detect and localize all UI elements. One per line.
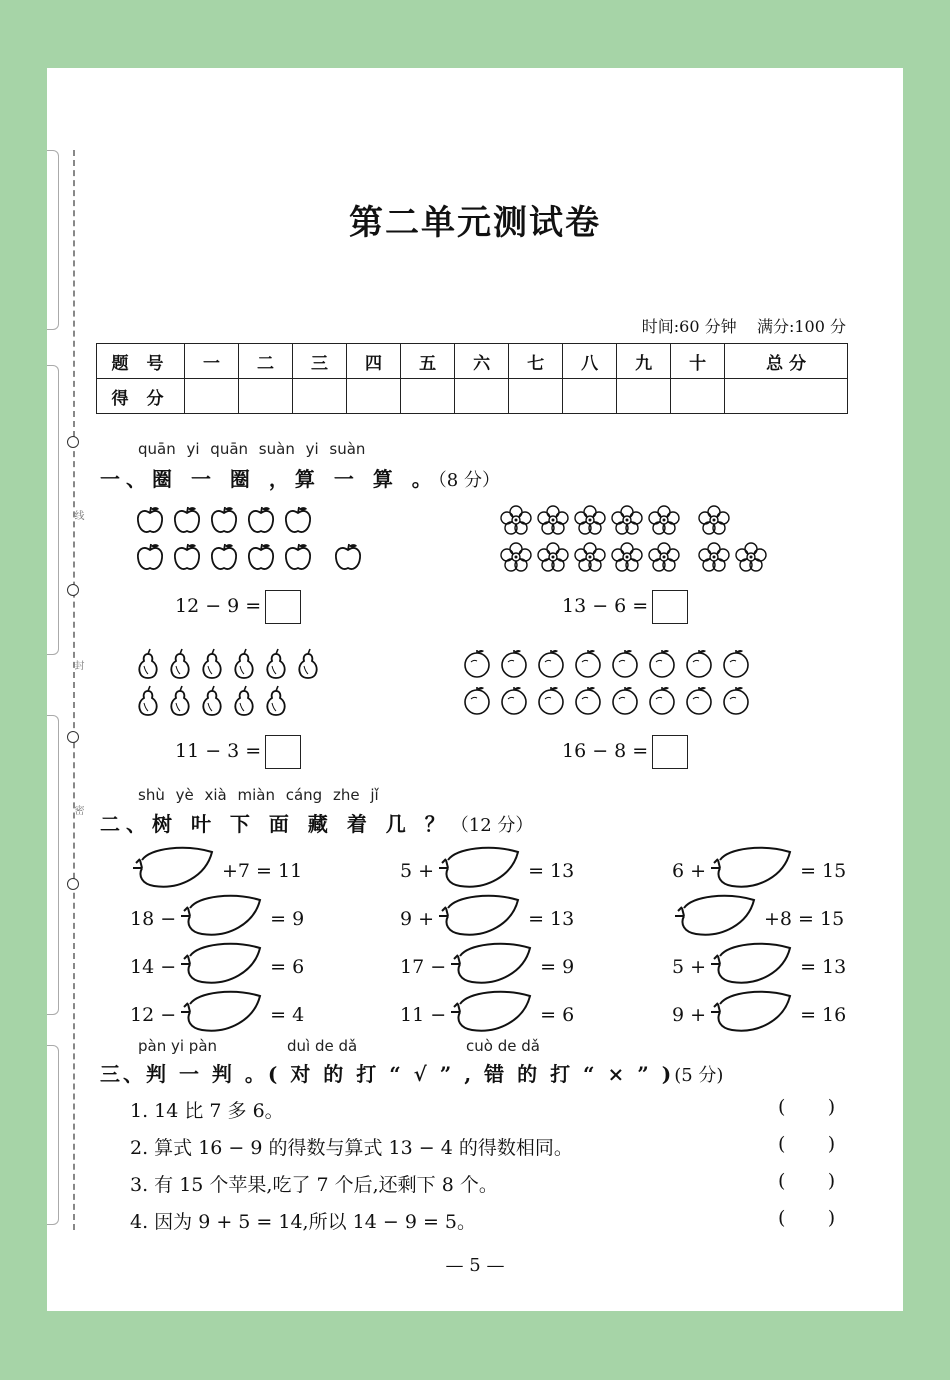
flower-icon[interactable] bbox=[500, 505, 532, 535]
answer-paren-3[interactable]: ( ) bbox=[778, 1170, 836, 1192]
peach-icon[interactable] bbox=[573, 648, 603, 678]
equation-prefix: 5 + bbox=[672, 955, 707, 978]
binding-hole bbox=[67, 584, 79, 596]
binding-hole bbox=[67, 436, 79, 448]
section1-equation-3 bbox=[175, 735, 301, 769]
score-table-column: 四 bbox=[347, 344, 401, 379]
score-row-label: 得 分 bbox=[97, 379, 185, 414]
peach-icon[interactable] bbox=[647, 648, 677, 678]
score-cell[interactable] bbox=[239, 379, 293, 414]
flower-icon[interactable] bbox=[698, 542, 730, 572]
leaf-icon[interactable] bbox=[130, 846, 216, 895]
peach-icon[interactable] bbox=[610, 685, 640, 715]
leaf-equation bbox=[400, 894, 574, 943]
binding-hole bbox=[67, 731, 79, 743]
score-cell[interactable] bbox=[455, 379, 509, 414]
flower-icon[interactable] bbox=[574, 542, 606, 572]
score-table-column: 七 bbox=[509, 344, 563, 379]
section2-title bbox=[100, 808, 533, 837]
flower-icon[interactable] bbox=[574, 505, 606, 535]
score-table-column: 二 bbox=[239, 344, 293, 379]
equation-suffix: = 16 bbox=[800, 1003, 847, 1026]
equation-text: 13 − 6 = bbox=[562, 595, 649, 617]
equation-prefix: 12 − bbox=[130, 1003, 177, 1026]
flower-icon[interactable] bbox=[648, 542, 680, 572]
leaf-equation bbox=[130, 942, 304, 991]
equation-prefix: 9 + bbox=[400, 907, 435, 930]
section1-title bbox=[100, 463, 500, 492]
apple-icon[interactable] bbox=[135, 505, 165, 535]
equation-suffix: = 6 bbox=[270, 955, 305, 978]
section2-title-text: 二、树 叶 下 面 藏 着 几 ？ bbox=[100, 812, 451, 836]
peach-icon[interactable] bbox=[610, 648, 640, 678]
leaf-icon[interactable] bbox=[708, 846, 794, 895]
leaf-equation bbox=[400, 990, 574, 1039]
pear-icon[interactable] bbox=[135, 685, 161, 717]
side-label-secret: 密 bbox=[72, 805, 83, 815]
pear-icon[interactable] bbox=[231, 685, 257, 717]
section1-pinyin: quān yi quān suàn yi suàn bbox=[138, 440, 366, 458]
time-limit: 时间:60 分钟 bbox=[641, 317, 737, 336]
equation-suffix: = 15 bbox=[800, 859, 847, 882]
flower-icon[interactable] bbox=[648, 505, 680, 535]
section1-points: （8 分） bbox=[437, 470, 500, 491]
judge-item-2: 2. 算式 16 − 9 的得数与算式 13 − 4 的得数相同。 bbox=[130, 1137, 573, 1159]
section2-pinyin: shù yè xià miàn cáng zhe jǐ bbox=[138, 786, 379, 804]
score-cell[interactable] bbox=[293, 379, 347, 414]
score-cell[interactable] bbox=[509, 379, 563, 414]
peach-icon[interactable] bbox=[684, 685, 714, 715]
flower-icon[interactable] bbox=[537, 542, 569, 572]
answer-paren-1[interactable]: ( ) bbox=[778, 1096, 836, 1118]
section1-equation-4 bbox=[562, 735, 688, 769]
equation-prefix: 14 − bbox=[130, 955, 177, 978]
score-table-column: 六 bbox=[455, 344, 509, 379]
binding-hole bbox=[67, 878, 79, 890]
score-cell[interactable] bbox=[563, 379, 617, 414]
apple-icon[interactable] bbox=[283, 505, 313, 535]
pear-icon[interactable] bbox=[167, 685, 193, 717]
section3-pinyin-2: duì de dǎ bbox=[287, 1037, 358, 1055]
equation-suffix: = 6 bbox=[540, 1003, 575, 1026]
score-table-header-row bbox=[97, 344, 848, 379]
answer-box[interactable] bbox=[265, 735, 301, 769]
peach-icon[interactable] bbox=[536, 648, 566, 678]
equation-text: 16 − 8 = bbox=[562, 740, 649, 762]
flower-icon[interactable] bbox=[611, 505, 643, 535]
page-title: 第二单元测试卷 bbox=[349, 203, 601, 243]
pear-icon[interactable] bbox=[263, 685, 289, 717]
peach-icon[interactable] bbox=[462, 648, 492, 678]
leaf-equation bbox=[672, 990, 846, 1039]
leaf-icon[interactable] bbox=[708, 990, 794, 1039]
equation-suffix: = 9 bbox=[270, 907, 305, 930]
peach-icon[interactable] bbox=[499, 685, 529, 715]
leaf-equation bbox=[672, 846, 846, 895]
equation-suffix: = 13 bbox=[528, 907, 575, 930]
pear-icon[interactable] bbox=[199, 685, 225, 717]
leaf-icon[interactable] bbox=[436, 846, 522, 895]
equation-suffix: = 4 bbox=[270, 1003, 305, 1026]
binding-frame-bottom bbox=[47, 715, 59, 1015]
score-table-score-row bbox=[97, 379, 848, 414]
equation-text: 11 − 3 = bbox=[175, 740, 262, 762]
binding-frame-end bbox=[47, 1045, 59, 1225]
flower-icon[interactable] bbox=[537, 505, 569, 535]
score-table-column: 八 bbox=[563, 344, 617, 379]
side-label-seal: 封 bbox=[72, 660, 83, 670]
pear-icon[interactable] bbox=[199, 648, 225, 680]
answer-box[interactable] bbox=[265, 590, 301, 624]
equation-suffix: +8 = 15 bbox=[764, 907, 845, 930]
leaf-equation bbox=[130, 894, 304, 943]
leaf-equation bbox=[672, 942, 846, 991]
section3-pinyin-3: cuò de dǎ bbox=[466, 1037, 540, 1055]
score-cell[interactable] bbox=[725, 379, 848, 414]
score-table-column: 九 bbox=[617, 344, 671, 379]
apple-icon[interactable] bbox=[135, 542, 165, 572]
flower-icon[interactable] bbox=[735, 542, 767, 572]
equation-prefix: 11 − bbox=[400, 1003, 447, 1026]
leaf-icon[interactable] bbox=[178, 894, 264, 943]
peach-icon[interactable] bbox=[721, 648, 751, 678]
section3-points: (5 分) bbox=[674, 1065, 724, 1086]
score-cell[interactable] bbox=[401, 379, 455, 414]
side-label-line: 线 bbox=[72, 510, 83, 520]
section1-equation-1 bbox=[175, 590, 301, 624]
leaf-icon[interactable] bbox=[448, 942, 534, 991]
apple-icon[interactable] bbox=[246, 505, 276, 535]
exam-meta bbox=[642, 314, 846, 337]
equation-suffix: +7 = 11 bbox=[222, 859, 303, 882]
full-score: 满分:100 分 bbox=[756, 317, 846, 336]
section2-points: （12 分） bbox=[450, 815, 534, 836]
leaf-equation bbox=[672, 894, 844, 943]
pear-icon[interactable] bbox=[295, 648, 321, 680]
page-number: — 5 — bbox=[445, 1255, 505, 1276]
score-cell[interactable] bbox=[347, 379, 401, 414]
leaf-icon[interactable] bbox=[708, 942, 794, 991]
equation-prefix: 17 − bbox=[400, 955, 447, 978]
pear-icon[interactable] bbox=[135, 648, 161, 680]
binding-frame-mid bbox=[47, 365, 59, 655]
peach-icon[interactable] bbox=[721, 685, 751, 715]
answer-paren-4[interactable]: ( ) bbox=[778, 1207, 836, 1229]
judge-item-3: 3. 有 15 个苹果,吃了 7 个后,还剩下 8 个。 bbox=[130, 1174, 498, 1196]
flower-icon[interactable] bbox=[500, 542, 532, 572]
equation-prefix: 18 − bbox=[130, 907, 177, 930]
answer-paren-2[interactable]: ( ) bbox=[778, 1133, 836, 1155]
leaf-icon[interactable] bbox=[436, 894, 522, 943]
peach-icon[interactable] bbox=[573, 685, 603, 715]
section3-pinyin-1: pàn yi pàn bbox=[138, 1037, 218, 1055]
peach-icon[interactable] bbox=[499, 648, 529, 678]
apple-icon[interactable] bbox=[333, 542, 363, 572]
score-table-column: 总 分 bbox=[725, 344, 848, 379]
score-cell[interactable] bbox=[185, 379, 239, 414]
apple-icon[interactable] bbox=[172, 505, 202, 535]
score-table-column: 一 bbox=[185, 344, 239, 379]
flower-icon[interactable] bbox=[698, 505, 730, 535]
leaf-icon[interactable] bbox=[448, 990, 534, 1039]
section1-equation-2 bbox=[562, 590, 688, 624]
answer-box[interactable] bbox=[652, 590, 688, 624]
score-cell[interactable] bbox=[671, 379, 725, 414]
score-table-column: 十 bbox=[671, 344, 725, 379]
leaf-equation bbox=[400, 846, 574, 895]
equation-text: 12 − 9 = bbox=[175, 595, 262, 617]
peach-icon[interactable] bbox=[684, 648, 714, 678]
apple-icon[interactable] bbox=[246, 542, 276, 572]
apple-icon[interactable] bbox=[283, 542, 313, 572]
apple-icon[interactable] bbox=[209, 505, 239, 535]
leaf-icon[interactable] bbox=[178, 942, 264, 991]
leaf-equation bbox=[400, 942, 574, 991]
leaf-icon[interactable] bbox=[178, 990, 264, 1039]
peach-icon[interactable] bbox=[462, 685, 492, 715]
apple-icon[interactable] bbox=[209, 542, 239, 572]
peach-icon[interactable] bbox=[647, 685, 677, 715]
leaf-equation bbox=[130, 990, 304, 1039]
score-table-column: 五 bbox=[401, 344, 455, 379]
equation-suffix: = 9 bbox=[540, 955, 575, 978]
answer-box[interactable] bbox=[652, 735, 688, 769]
equation-suffix: = 13 bbox=[800, 955, 847, 978]
judge-item-4: 4. 因为 9 + 5 = 14,所以 14 − 9 = 5。 bbox=[130, 1211, 476, 1233]
equation-prefix: 9 + bbox=[672, 1003, 707, 1026]
pear-icon[interactable] bbox=[167, 648, 193, 680]
binding-dashed-line bbox=[73, 150, 75, 1230]
judge-item-1: 1. 14 比 7 多 6。 bbox=[130, 1100, 284, 1122]
score-table bbox=[96, 343, 848, 414]
leaf-icon[interactable] bbox=[672, 894, 758, 943]
peach-icon[interactable] bbox=[536, 685, 566, 715]
equation-prefix: 6 + bbox=[672, 859, 707, 882]
score-table-column: 三 bbox=[293, 344, 347, 379]
pear-icon[interactable] bbox=[231, 648, 257, 680]
score-cell[interactable] bbox=[617, 379, 671, 414]
flower-icon[interactable] bbox=[611, 542, 643, 572]
leaf-equation bbox=[130, 846, 302, 895]
apple-icon[interactable] bbox=[172, 542, 202, 572]
equation-suffix: = 13 bbox=[528, 859, 575, 882]
equation-prefix: 5 + bbox=[400, 859, 435, 882]
pear-icon[interactable] bbox=[263, 648, 289, 680]
section3-title bbox=[100, 1058, 723, 1087]
score-table-label: 题 号 bbox=[97, 344, 185, 379]
section1-title-text: 一、圈 一 圈 ，算 一 算 。 bbox=[100, 467, 438, 491]
section3-title-text: 三、判 一 判 。( 对 的 打 “ √ ” , 错 的 打 “ × ” ) bbox=[100, 1062, 675, 1086]
